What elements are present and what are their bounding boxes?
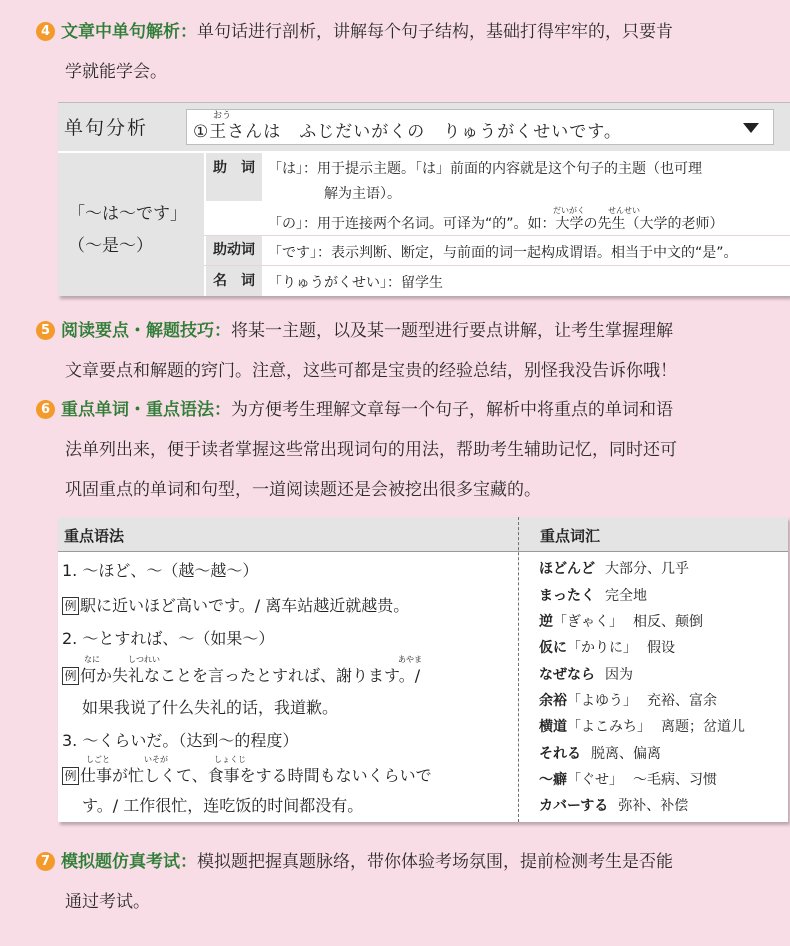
- grammar-point: 1. ～ほど、～（越～越～）: [62, 561, 259, 580]
- example-mark-icon: 例: [62, 597, 79, 615]
- section-5: [36, 311, 766, 391]
- furigana: だいがく: [553, 206, 585, 215]
- analysis-text: 「です」：表示判断、断定，与前面的词一起构成谓语。相当于中文的“是”。: [268, 245, 738, 261]
- section-number-badge: 6: [36, 400, 55, 419]
- analysis-row: [204, 153, 790, 201]
- furigana: しつれい: [128, 655, 160, 664]
- vocab-item: [539, 664, 633, 684]
- section-heading: 文章中单句解析：: [61, 22, 197, 42]
- vocab-word: なぜなら: [539, 667, 595, 683]
- pattern-cell: [58, 153, 204, 296]
- example-mark-icon: 例: [62, 667, 79, 685]
- section-heading: 阅读要点・解题技巧：: [61, 321, 231, 341]
- part-of-speech-label: 名 词: [206, 266, 262, 296]
- sentence-dropdown[interactable]: [186, 109, 774, 145]
- grammar-vocab-table: [58, 517, 788, 822]
- column-divider: [518, 517, 519, 822]
- vocab-meaning: ～毛病、习惯: [633, 772, 717, 788]
- section-text: 学就能学会。: [65, 62, 167, 82]
- vocab-item: [539, 690, 717, 710]
- vocab-item: [539, 558, 689, 578]
- vocab-meaning: 完全地: [605, 588, 647, 604]
- vocab-meaning: 大部分、几乎: [605, 561, 689, 577]
- vocab-word: それる: [539, 746, 581, 762]
- furigana: しょくじ: [214, 755, 246, 764]
- example-text: 駅に近いほど高いです。/ 离车站越近就越贵。: [80, 596, 410, 615]
- analysis-header: [58, 103, 790, 151]
- section-6: [36, 390, 766, 510]
- section-text: 单句话进行剖析，讲解每个句子结构，基础打得牢牢的，只要肯: [197, 22, 673, 42]
- section-text: 巩固重点的单词和句型，一道阅读题还是会被挖出很多宝藏的。: [65, 480, 541, 500]
- section-number-badge: 7: [36, 852, 55, 871]
- vocab-reading: 「よゆう」: [567, 693, 637, 709]
- furigana: おう: [213, 111, 232, 121]
- vocab-word: 仮に: [539, 640, 567, 656]
- part-of-speech-label: [206, 201, 262, 235]
- vocab-reading: 「ぎゃく」: [553, 614, 623, 630]
- analysis-text: 「は」：用于提示主题。「は」前面的内容就是这个句子的主题（也可理: [268, 161, 702, 177]
- vocab-item: [539, 716, 745, 736]
- table-header: [58, 517, 788, 551]
- furigana: なに: [84, 655, 100, 664]
- vocab-word: 逆: [539, 614, 553, 630]
- vocab-word: カバーする: [539, 798, 609, 814]
- analysis-row: [204, 236, 790, 265]
- vocab-item: [539, 743, 661, 763]
- vocab-item: [539, 611, 703, 631]
- vocab-word: 横道: [539, 719, 567, 735]
- example-sentence: [62, 593, 409, 616]
- analysis-row: [204, 201, 790, 235]
- vocab-item: [539, 637, 675, 657]
- vocab-meaning: 离题；岔道儿: [661, 719, 745, 735]
- vocab-reading: 「かりに」: [567, 640, 637, 656]
- pattern-translation: （～是～）: [68, 236, 153, 256]
- analysis-title: 单句分析: [64, 117, 149, 139]
- example-translation: す。/ 工作很忙，连吃饭的时间都没有。: [82, 796, 364, 815]
- example-text: 何か失礼なことを言ったとすれば、謝ります。/: [80, 666, 421, 685]
- section-text: 为方便考生理解文章每一个句子，解析中将重点的单词和语: [231, 400, 673, 420]
- section-number-badge: 4: [36, 22, 55, 41]
- vocab-word: まったく: [539, 588, 595, 604]
- header-divider: [58, 551, 788, 552]
- vocab-reading: 「よこみち」: [567, 719, 651, 735]
- vocab-meaning: 假设: [647, 640, 675, 656]
- vocab-item: [539, 769, 717, 789]
- vocab-item: [539, 795, 688, 815]
- section-text: 文章要点和解题的窍门。注意，这些可都是宝贵的经验总结，别怪我没告诉你哦！: [65, 361, 677, 381]
- analysis-text: 「りゅうがくせい」：留学生: [268, 275, 443, 291]
- section-heading: 重点单词・重点语法：: [61, 400, 231, 420]
- analysis-text: 「の」：用于连接两个名词。可译为“的”。如：大学の先生（大学的老师）: [268, 216, 724, 232]
- sentence-analysis-table: [58, 102, 790, 296]
- furigana: せんせい: [608, 206, 640, 215]
- grammar-header: 重点语法: [64, 527, 125, 545]
- furigana: いそが: [144, 755, 168, 764]
- example-sentence: [62, 755, 432, 786]
- section-heading: 模拟题仿真考试：: [61, 852, 197, 872]
- dropdown-arrow-icon[interactable]: [743, 123, 759, 133]
- section-text: 模拟题把握真题脉络，带你体验考场氛围，提前检测考生是否能: [197, 852, 673, 872]
- example-translation: 如果我说了什么失礼的话，我道歉。: [82, 698, 339, 717]
- vocab-meaning: 充裕、富余: [647, 693, 717, 709]
- vocab-meaning: 因为: [605, 667, 633, 683]
- vocab-meaning: 脱离、偏离: [591, 746, 661, 762]
- section-4: [36, 12, 766, 92]
- example-sentence: [62, 655, 422, 686]
- furigana: あやま: [398, 655, 422, 664]
- section-text: 将某一主题，以及某一题型进行要点讲解，让考生掌握理解: [231, 321, 673, 341]
- pattern-text: 「～は～です」: [68, 204, 187, 224]
- sentence-text: ①王さんは ふじだいがくの りゅうがくせいです。: [193, 122, 622, 142]
- grammar-point: 2. ～とすれば、～（如果～）: [62, 629, 275, 648]
- section-text: 法单列出来，便于读者掌握这些常出现词句的用法，帮助考生辅助记忆，同时还可: [65, 440, 677, 460]
- vocab-word: ほどんど: [539, 561, 595, 577]
- vocab-word: 余裕: [539, 693, 567, 709]
- analysis-row: [204, 266, 790, 296]
- part-of-speech-label: 助 词: [206, 153, 262, 201]
- part-of-speech-label: 助动词: [206, 236, 262, 265]
- vocab-meaning: 弥补、补偿: [618, 798, 689, 814]
- example-text: 仕事が忙しくて、食事をする時間もないくらいで: [80, 766, 432, 785]
- vocab-meaning: 相反、颠倒: [633, 614, 703, 630]
- vocab-reading: 「ぐせ」: [567, 772, 623, 788]
- example-mark-icon: 例: [62, 767, 79, 785]
- section-text: 通过考试。: [65, 892, 150, 912]
- section-number-badge: 5: [36, 321, 55, 340]
- section-7: [36, 842, 766, 922]
- grammar-point: 3. ～くらいだ。（达到～的程度）: [62, 731, 299, 750]
- vocab-item: [539, 585, 647, 605]
- vocab-word: ～癖: [539, 772, 567, 788]
- furigana: しごと: [86, 755, 110, 764]
- vocab-header: 重点词汇: [540, 527, 601, 545]
- analysis-text: 解为主语）。: [324, 186, 401, 202]
